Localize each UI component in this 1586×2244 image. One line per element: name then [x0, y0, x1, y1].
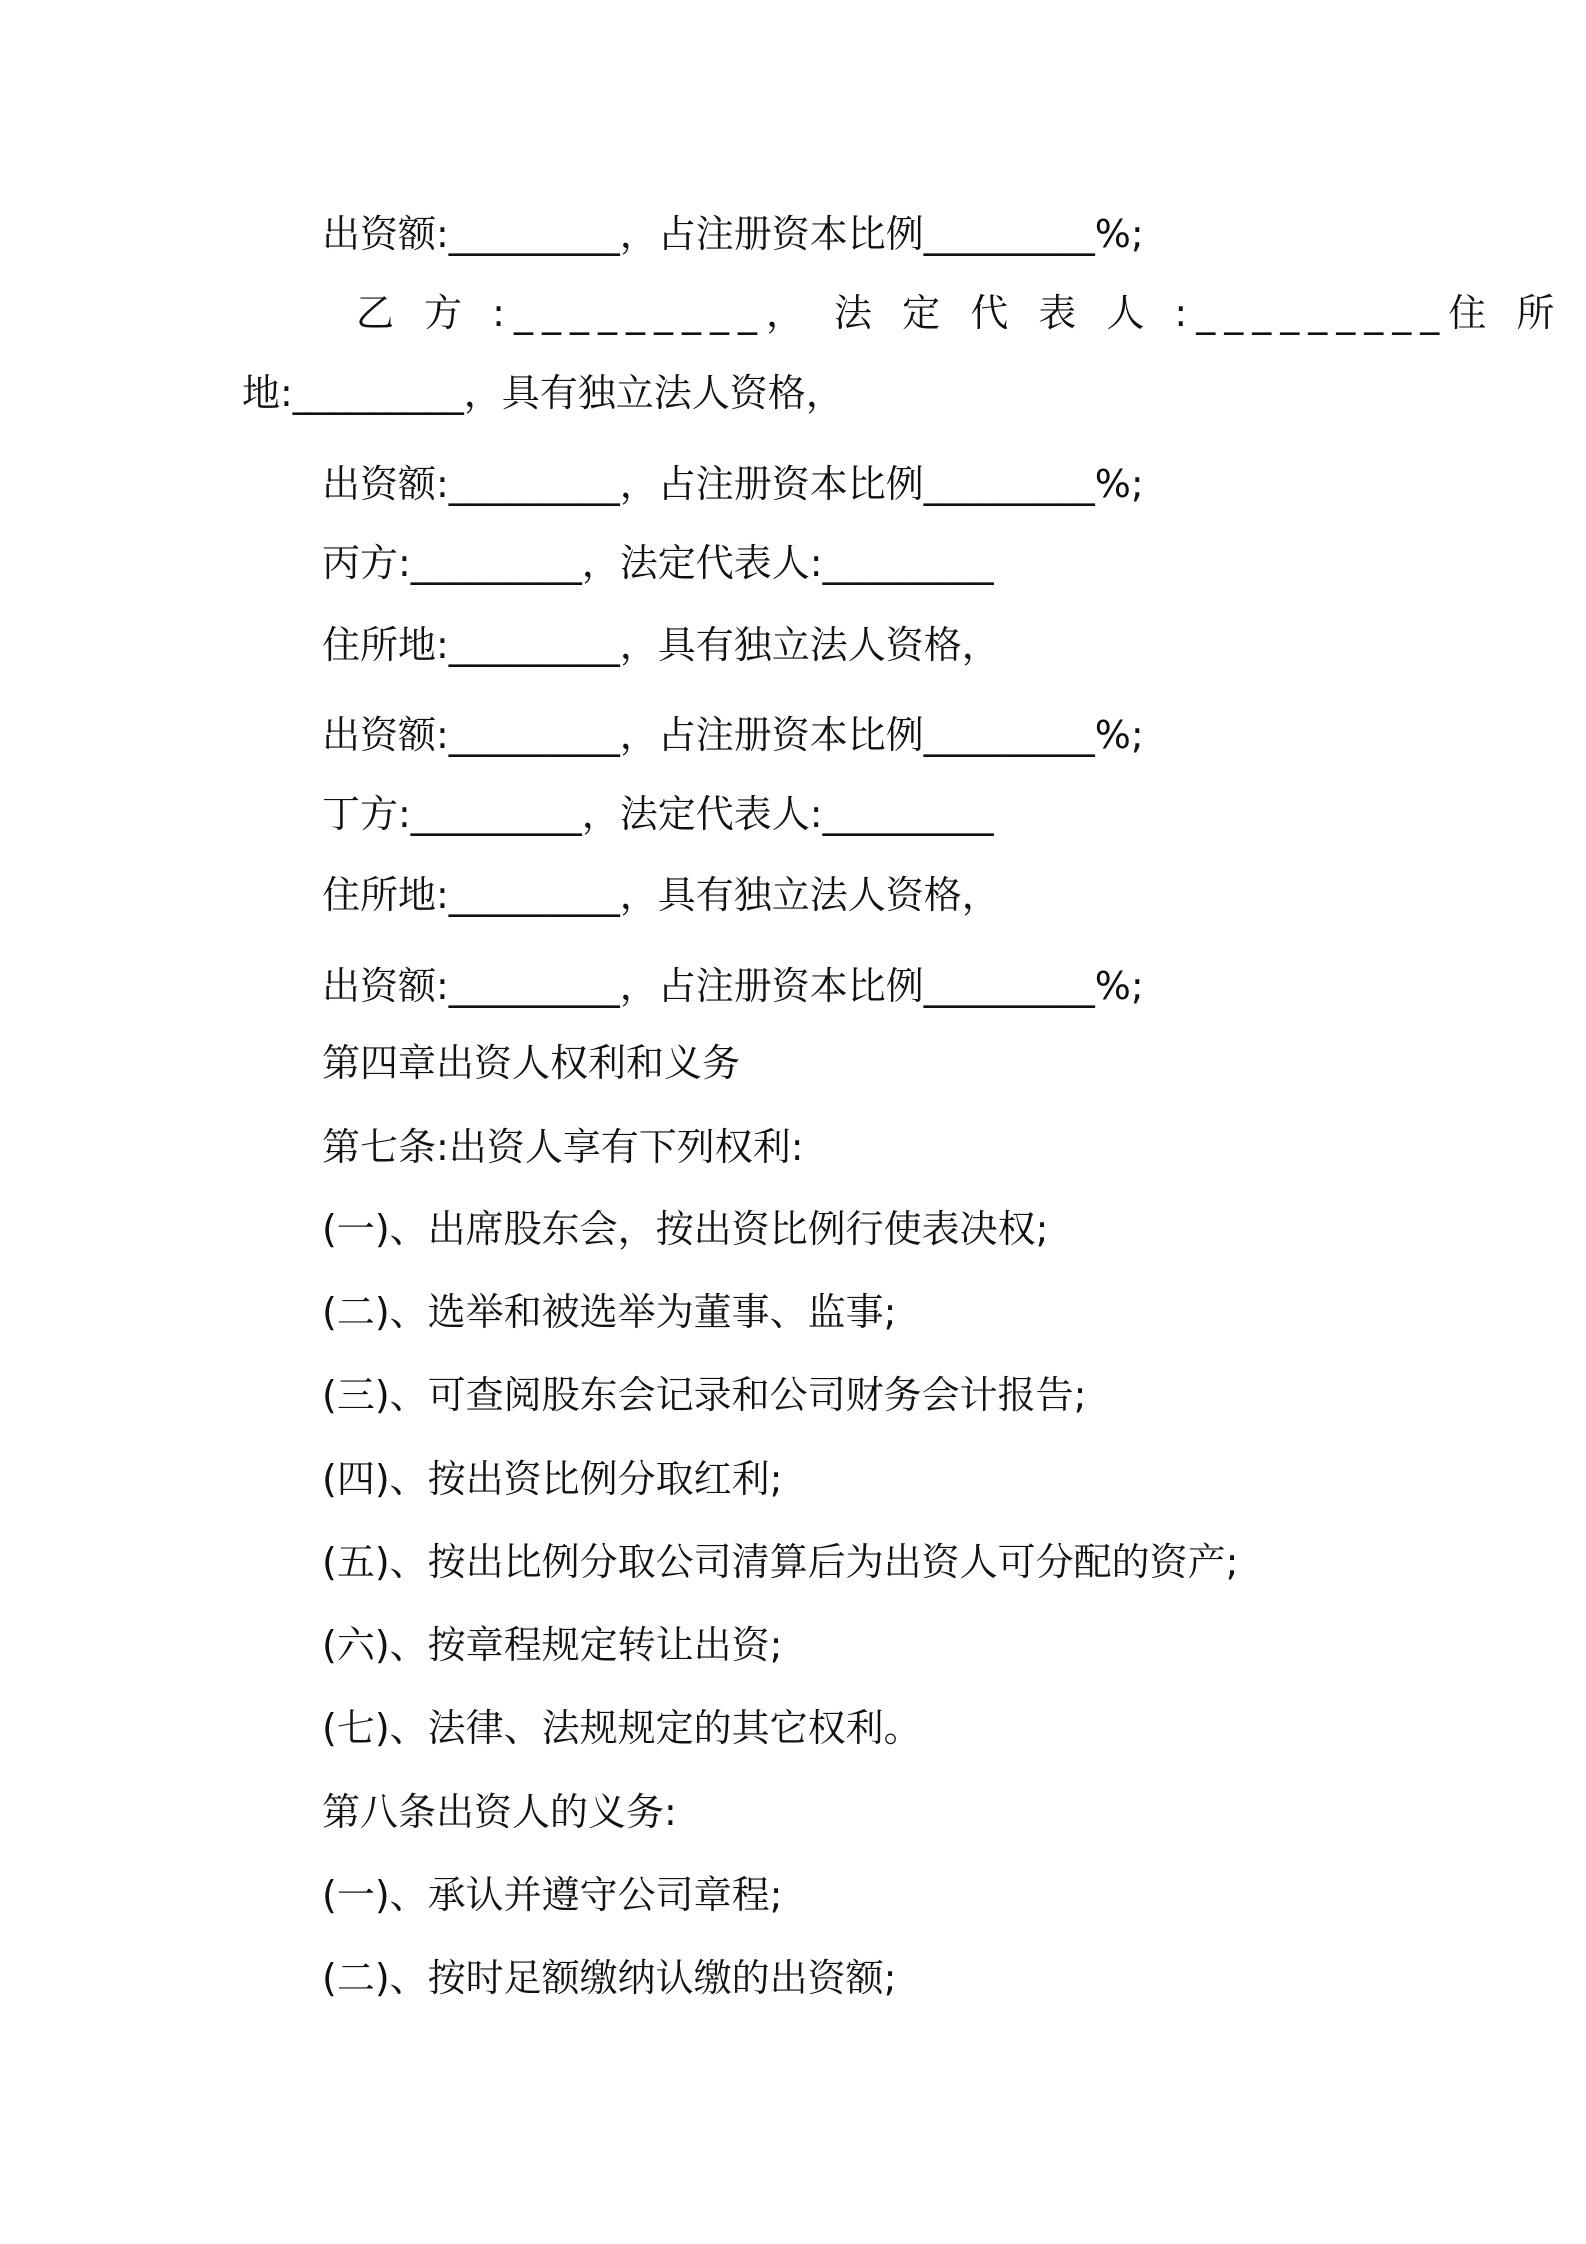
right-item-2: (二)、选举和被选举为董事、监事;	[322, 1290, 897, 1334]
text-line-contribution-4: 出资额:_________，占注册资本比例_________%;	[322, 964, 1144, 1008]
text-line-contribution-1: 出资额:_________，占注册资本比例_________%;	[322, 212, 1144, 256]
article-seven-heading: 第七条:出资人享有下列权利:	[322, 1125, 804, 1169]
right-item-4: (四)、按出资比例分取红利;	[322, 1457, 783, 1501]
right-item-6: (六)、按章程规定转让出资;	[322, 1623, 783, 1667]
text-line-contribution-3: 出资额:_________，占注册资本比例_________%;	[322, 713, 1144, 757]
right-item-1: (一)、出席股东会，按出资比例行使表决权;	[322, 1207, 1049, 1251]
right-item-5: (五)、按出比例分取公司清算后为出资人可分配的资产;	[322, 1540, 1239, 1584]
text-line-party-d: 丁方:_________，法定代表人:_________	[322, 792, 994, 836]
text-line-contribution-2: 出资额:_________，占注册资本比例_________%;	[322, 462, 1144, 506]
duty-item-2: (二)、按时足额缴纳认缴的出资额;	[322, 1956, 897, 2000]
article-eight-heading: 第八条出资人的义务:	[322, 1790, 677, 1834]
text-line-party-b: 乙 方 :_________， 法 定 代 表 人 :_________住 所	[356, 291, 1564, 335]
text-line-party-b-address: 地:_________，具有独立法人资格，	[242, 371, 844, 415]
right-item-7: (七)、法律、法规规定的其它权利。	[322, 1706, 922, 1750]
text-line-party-c-address: 住所地:_________，具有独立法人资格，	[322, 623, 1000, 667]
duty-item-1: (一)、承认并遵守公司章程;	[322, 1873, 783, 1917]
text-line-party-d-address: 住所地:_________，具有独立法人资格，	[322, 873, 1000, 917]
right-item-3: (三)、可查阅股东会记录和公司财务会计报告;	[322, 1373, 1087, 1417]
text-line-party-c: 丙方:_________，法定代表人:_________	[322, 541, 994, 585]
chapter-heading: 第四章出资人权利和义务	[322, 1041, 741, 1085]
